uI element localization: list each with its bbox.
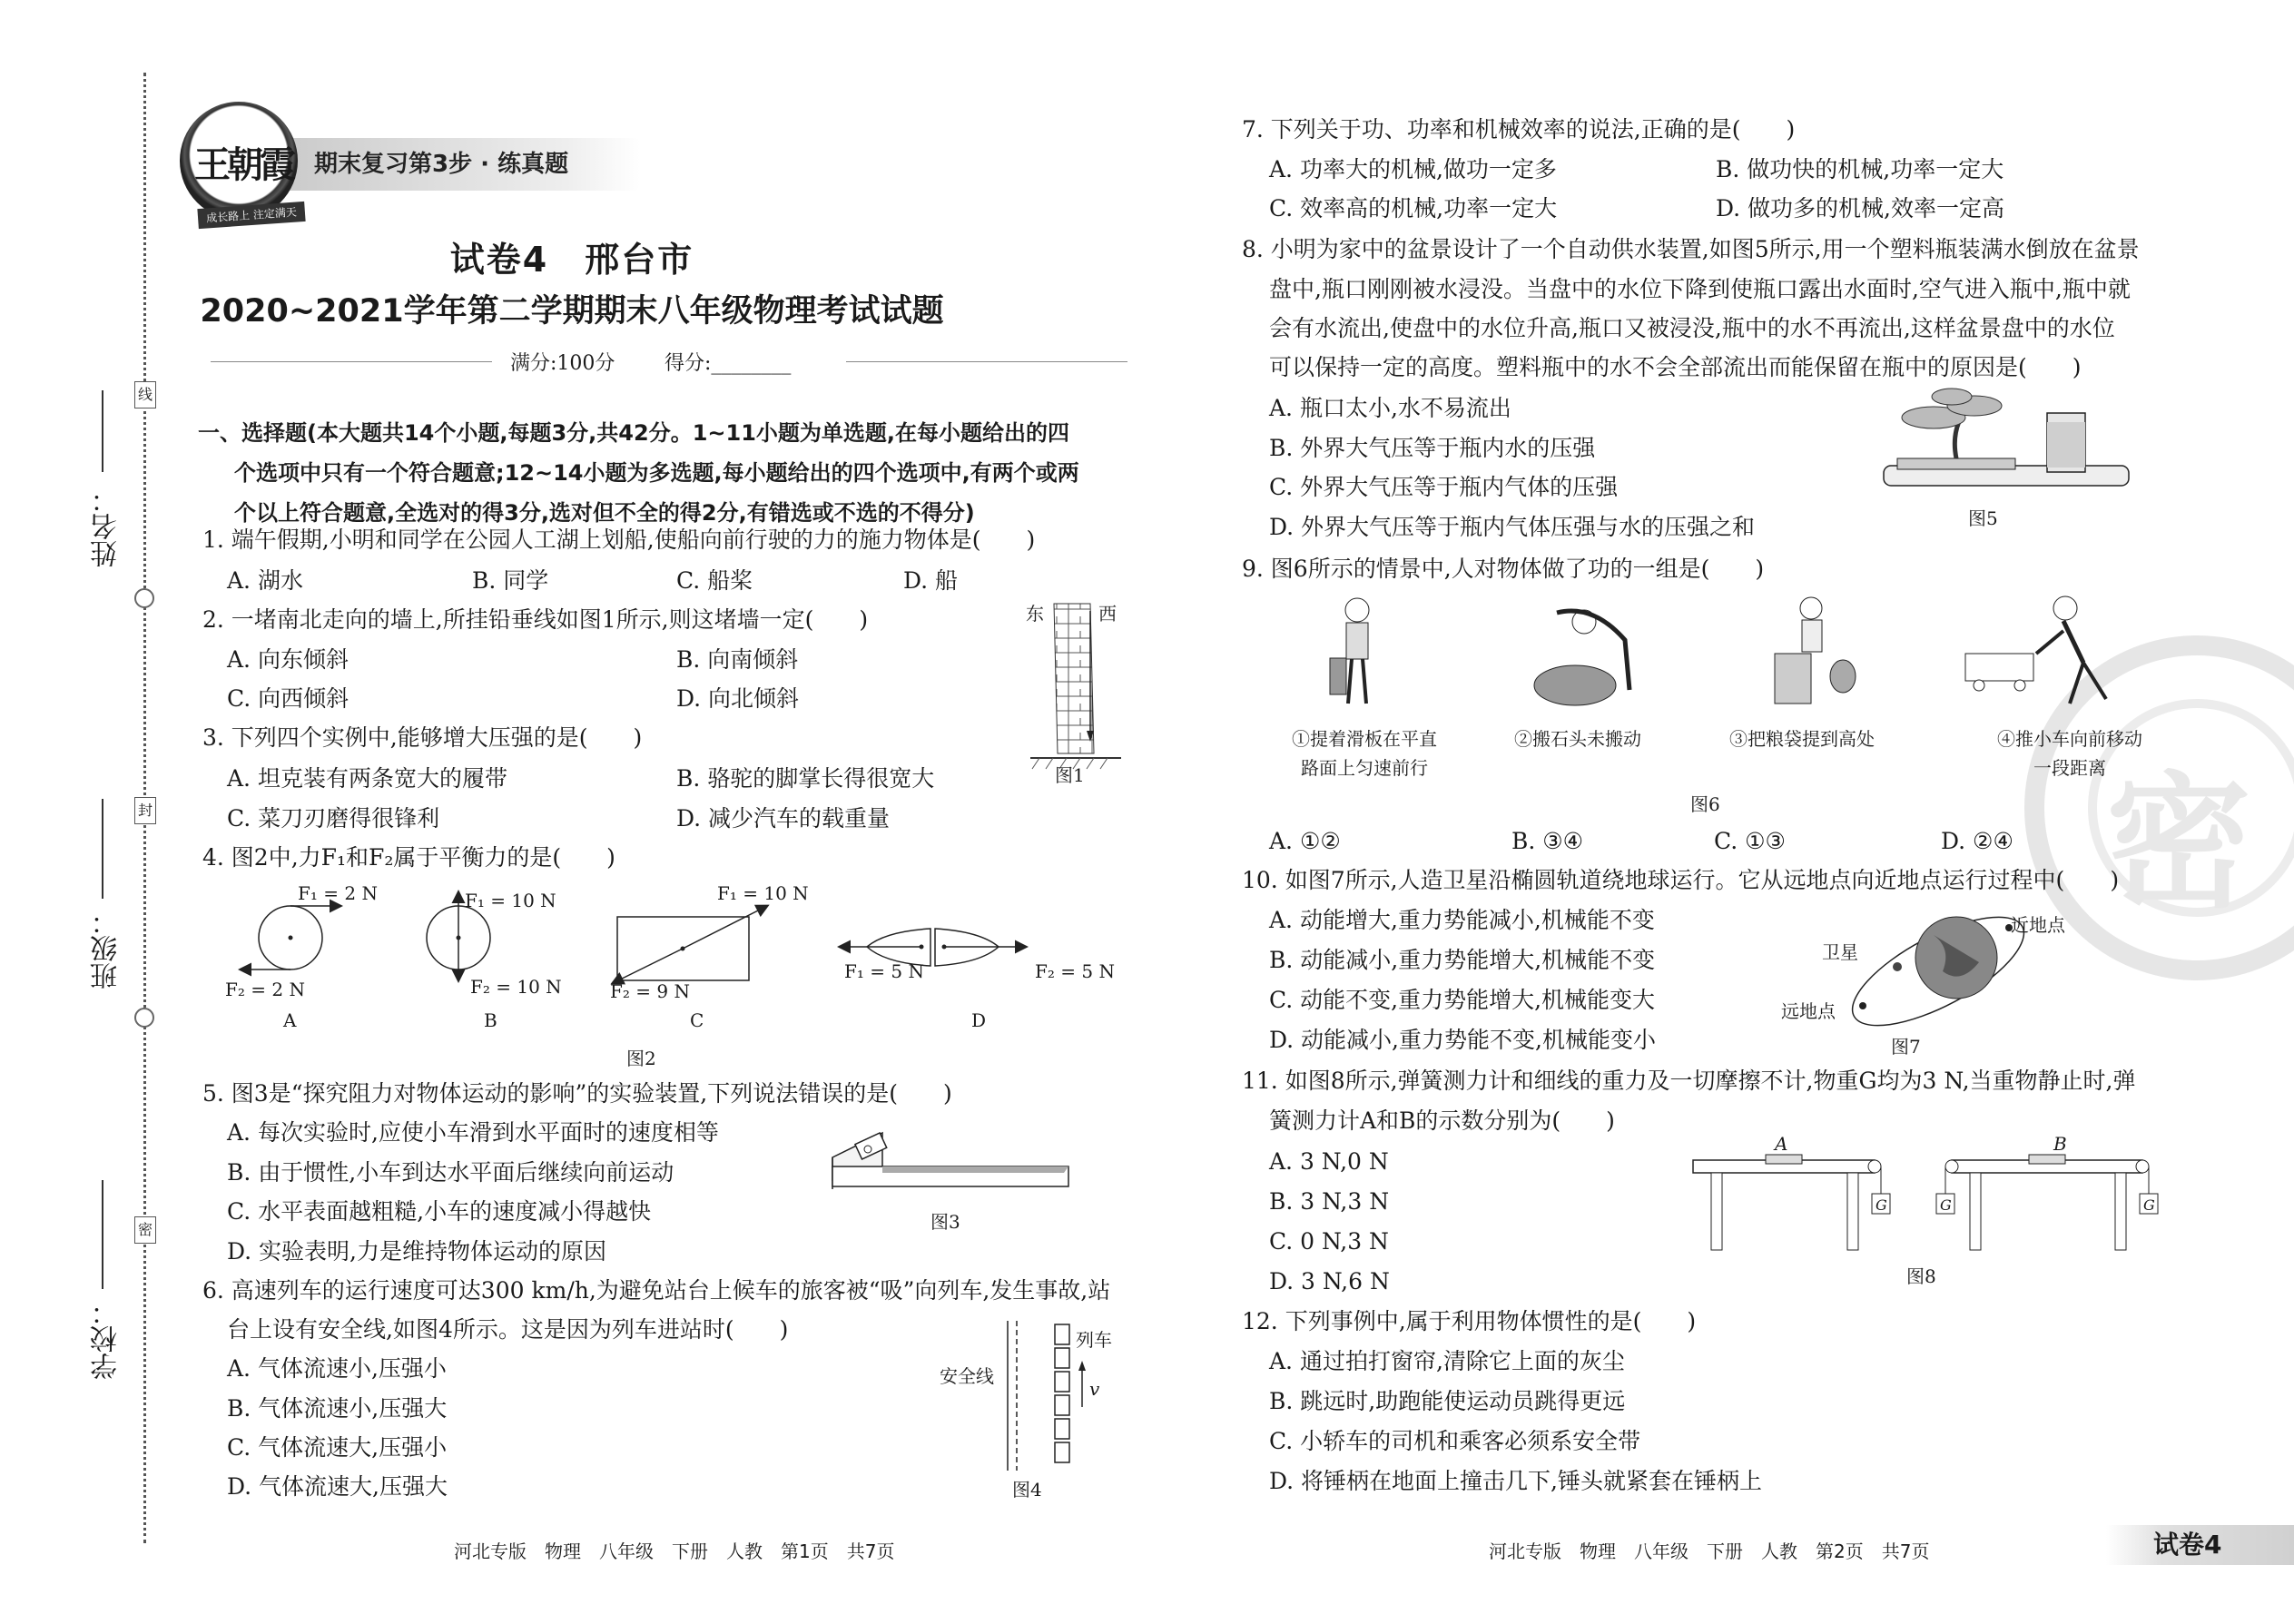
q7-option-b[interactable]: B. 做功快的机械,功率一定大 [1716,156,2004,182]
q3-option-b[interactable]: B. 骆驼的脚掌长得很宽大 [676,765,935,792]
seal-char-seal: 封 [134,797,156,824]
logo-text: 王朝霞 [194,143,292,186]
q5-option-d[interactable]: D. 实验表明,力是维持物体运动的原因 [227,1238,606,1265]
q3-option-c[interactable]: C. 菜刀刃磨得很锋利 [227,805,440,832]
footer-page-1: 河北专版 物理 八年级 下册 人教 第1页 共7页 [454,1540,895,1562]
q6-stem-2: 台上设有安全线,如图4所示。这是因为列车进站时( ) [227,1316,789,1343]
q7-stem: 7. 下列关于功、功率和机械效率的说法,正确的是( ) [1242,116,1796,143]
q12-option-c[interactable]: C. 小轿车的司机和乘客必须系安全带 [1269,1428,1641,1454]
q8-option-b[interactable]: B. 外界大气压等于瓶内水的压强 [1269,435,1596,461]
q12-option-a[interactable]: A. 通过拍打窗帘,清除它上面的灰尘 [1269,1348,1625,1374]
fig6-scene-2-caption: ②搬石头未搬动 [1514,728,1641,750]
q12-stem: 12. 下列事例中,属于利用物体惯性的是( ) [1242,1308,1697,1334]
figure-6-scenes [1266,590,2220,717]
score-row [211,348,1127,375]
q2-option-c[interactable]: C. 向西倾斜 [227,685,350,712]
school-write-line [102,1180,103,1289]
q10-stem: 10. 如图7所示,人造卫星沿椭圆轨道绕地球运行。它从远地点向近地点运行过程中( ) [1242,867,2120,893]
footer-page-2: 河北专版 物理 八年级 下册 人教 第2页 共7页 [1489,1540,1930,1562]
q6-stem-1: 6. 高速列车的运行速度可达300 km/h,为避免站台上候车的旅客被“吸”向列车,发生事故,站 [202,1277,1111,1304]
full-score: 满分:100分 [510,352,615,375]
name-write-line [102,390,103,472]
fig2-caption: 图2 [626,1048,656,1069]
school-label: 学校： [91,1298,123,1380]
fig8-label-b: B [2053,1133,2067,1155]
fig2-d-label: D [971,1009,987,1031]
fig1-caption: 图1 [1055,764,1085,786]
name-label: 姓名： [91,486,123,567]
q11-option-b[interactable]: B. 3 N,3 N [1269,1188,1390,1215]
q3-option-a[interactable]: A. 坦克装有两条宽大的履带 [227,765,507,792]
score-field: 得分:________ [665,352,792,375]
q5-option-b[interactable]: B. 由于惯性,小车到达水平面后继续向前运动 [227,1159,674,1186]
q4-stem: 4. 图2中,力F₁和F₂属于平衡力的是( ) [202,844,615,871]
binding-hole-1 [134,588,154,608]
fig6-scene-4-caption: ④推小车向前移动 一段距离 [1997,728,2142,779]
fig8-weight-b-left: G [1940,1196,1952,1214]
fig2-c-f2: F₂ = 9 N [610,980,690,1002]
fig2-d-f2: F₂ = 5 N [1035,960,1115,982]
fig7-apogee-label: 远地点 [1781,1000,1836,1022]
q11-stem-2: 簧测力计A和B的示数分别为( ) [1269,1107,1615,1134]
q2-stem: 2. 一堵南北走向的墙上,所挂铅垂线如图1所示,则这堵墙一定( ) [202,606,869,633]
fig8-weight-a: G [1876,1196,1887,1214]
fig2-d-f1: F₁ = 5 N [844,960,924,982]
fig2-b-f1: F₁ = 10 N [465,890,556,911]
fig4-safety-line-label: 安全线 [940,1365,994,1387]
q3-option-d[interactable]: D. 减少汽车的载重量 [676,805,891,832]
q10-option-a[interactable]: A. 动能增大,重力势能减小,机械能不变 [1269,907,1655,933]
q11-option-d[interactable]: D. 3 N,6 N [1269,1268,1390,1294]
q1-option-a[interactable]: A. 湖水 [227,567,303,594]
q8-stem-3: 会有水流出,使盘中的水位升高,瓶口又被浸没,瓶中的水不再流出,这样盆景盘中的水位 [1269,315,2115,341]
paper-tab: 试卷4 [2106,1525,2294,1565]
paper-subtitle: 2020~2021学年第二学期期末八年级物理考试试题 [200,293,944,330]
q6-option-b[interactable]: B. 气体流速小,压强大 [227,1395,448,1422]
fig4-caption: 图4 [1012,1479,1042,1501]
q1-option-c[interactable]: C. 船桨 [676,567,753,594]
fig4-train-label: 列车 [1076,1329,1112,1351]
fig7-caption: 图7 [1891,1036,1921,1058]
q2-option-d[interactable]: D. 向北倾斜 [676,685,800,712]
figure-3-ramp [828,1126,1073,1198]
figure-5-bonsai [1879,386,2133,499]
fig2-a-f2: F₂ = 2 N [225,979,305,1000]
fig2-a-label: A [283,1009,297,1031]
q9-stem: 9. 图6所示的情景中,人对物体做了功的一组是( ) [1242,556,1765,582]
fig8-label-a: A [1775,1133,1788,1155]
fig6-scene-1-caption: ①提着滑板在平直 路面上匀速前行 [1292,728,1437,779]
fig8-caption: 图8 [1906,1265,1936,1287]
fig2-b-label: B [484,1009,497,1031]
fig2-a-f1: F₁ = 2 N [298,882,378,904]
q12-option-d[interactable]: D. 将锤柄在地面上撞击几下,锤头就紧套在锤柄上 [1269,1468,1762,1494]
fig2-c-f1: F₁ = 10 N [717,882,809,904]
class-label: 班级： [91,908,123,989]
review-banner: 期末复习第3步 · 练真题 [272,138,640,191]
q10-option-c[interactable]: C. 动能不变,重力势能增大,机械能变大 [1269,987,1656,1013]
q5-option-a[interactable]: A. 每次实验时,应使小车滑到水平面时的速度相等 [227,1119,719,1146]
fig6-scene-3-caption: ③把粮袋提到高处 [1729,728,1875,750]
q8-option-a[interactable]: A. 瓶口太小,水不易流出 [1269,395,1511,421]
q7-option-d[interactable]: D. 做功多的机械,效率一定高 [1716,195,2004,221]
section-intro: 一、选择题(本大题共14个小题,每题3分,共42分。1~11小题为单选题,在每小题给出的四 个选项中只有一个符合题意;12~14小题为多选题,每小题给出的四个选项中,有两个或两 个以上符合题意,全选对的得3分,选对但不全的得2分,有错选或不选的不得分) [198,420,1079,526]
seal-char-secret: 密 [134,1216,156,1244]
q2-option-a[interactable]: A. 向东倾斜 [227,646,349,673]
q9-option-d[interactable]: D. ②④ [1941,828,2013,854]
q11-option-c[interactable]: C. 0 N,3 N [1269,1228,1389,1255]
q2-option-b[interactable]: B. 向南倾斜 [676,646,799,673]
fig7-perigee-label: 近地点 [2011,914,2065,936]
q9-option-c[interactable]: C. ①③ [1714,828,1786,854]
seal-char-line: 线 [134,381,156,408]
q9-option-b[interactable]: B. ③④ [1511,828,1584,854]
watermark-seal: 密 [2106,758,2252,928]
q3-stem: 3. 下列四个实例中,能够增大压强的是( ) [202,724,643,751]
q8-stem-4: 可以保持一定的高度。塑料瓶中的水不会全部流出而能保留在瓶中的原因是( ) [1269,354,2082,380]
q6-option-c[interactable]: C. 气体流速大,压强小 [227,1434,448,1461]
fig1-west: 西 [1098,603,1117,625]
logo-ribbon: 成长路上 注定满天 [197,202,305,229]
fig2-b-f2: F₂ = 10 N [470,976,562,998]
binding-hole-2 [134,1008,154,1028]
q1-stem: 1. 端午假期,小明和同学在公园人工湖上划船,使船向前行驶的力的施力物体是( ) [202,527,1036,553]
paper-title: 试卷4 邢台市 [449,240,694,280]
q12-option-b[interactable]: B. 跳远时,助跑能使运动员跳得更远 [1269,1388,1626,1414]
q5-stem: 5. 图3是“探究阻力对物体运动的影响”的实验装置,下列说法错误的是( ) [202,1080,952,1107]
q6-option-d[interactable]: D. 气体流速大,压强大 [227,1473,448,1500]
q8-option-d[interactable]: D. 外界大气压等于瓶内气体压强与水的压强之和 [1269,514,1756,540]
q11-option-a[interactable]: A. 3 N,0 N [1269,1148,1389,1175]
class-write-line [102,799,103,899]
q7-option-c[interactable]: C. 效率高的机械,功率一定大 [1269,195,1558,221]
figure-4-train [999,1321,1144,1471]
q10-option-b[interactable]: B. 动能减小,重力势能增大,机械能不变 [1269,947,1656,973]
q11-stem-1: 11. 如图8所示,弹簧测力计和细线的重力及一切摩擦不计,物重G均为3 N,当重物静止时,弹 [1242,1068,2136,1094]
q5-option-c[interactable]: C. 水平表面越粗糙,小车的速度减小得越快 [227,1198,652,1225]
q1-option-d[interactable]: D. 船 [903,567,959,594]
fig1-east: 东 [1026,603,1044,625]
q10-option-d[interactable]: D. 动能减小,重力势能不变,机械能变小 [1269,1027,1656,1053]
fig2-c-label: C [690,1009,704,1031]
figure-8-spring-scales [1689,1144,2179,1253]
fig4-velocity-label: v [1089,1378,1100,1400]
fig3-caption: 图3 [930,1211,960,1233]
fig7-satellite-label: 卫星 [1822,941,1858,963]
q8-stem-2: 盘中,瓶口刚刚被水浸没。当盘中的水位下降到使瓶口露出水面时,空气进入瓶中,瓶中就 [1269,276,2131,302]
fig8-weight-b-right: G [2143,1196,2155,1214]
fig5-caption: 图5 [1968,507,1998,529]
fig6-caption: 图6 [1690,793,1720,815]
q1-option-b[interactable]: B. 同学 [472,567,549,594]
q7-option-a[interactable]: A. 功率大的机械,做功一定多 [1269,156,1557,182]
q9-option-a[interactable]: A. ①② [1269,828,1341,854]
q8-option-c[interactable]: C. 外界大气压等于瓶内气体的压强 [1269,474,1619,500]
q6-option-a[interactable]: A. 气体流速小,压强小 [227,1355,447,1382]
q8-stem-1: 8. 小明为家中的盆景设计了一个自动供水装置,如图5所示,用一个塑料瓶装满水倒放在盆景 [1242,236,2140,262]
